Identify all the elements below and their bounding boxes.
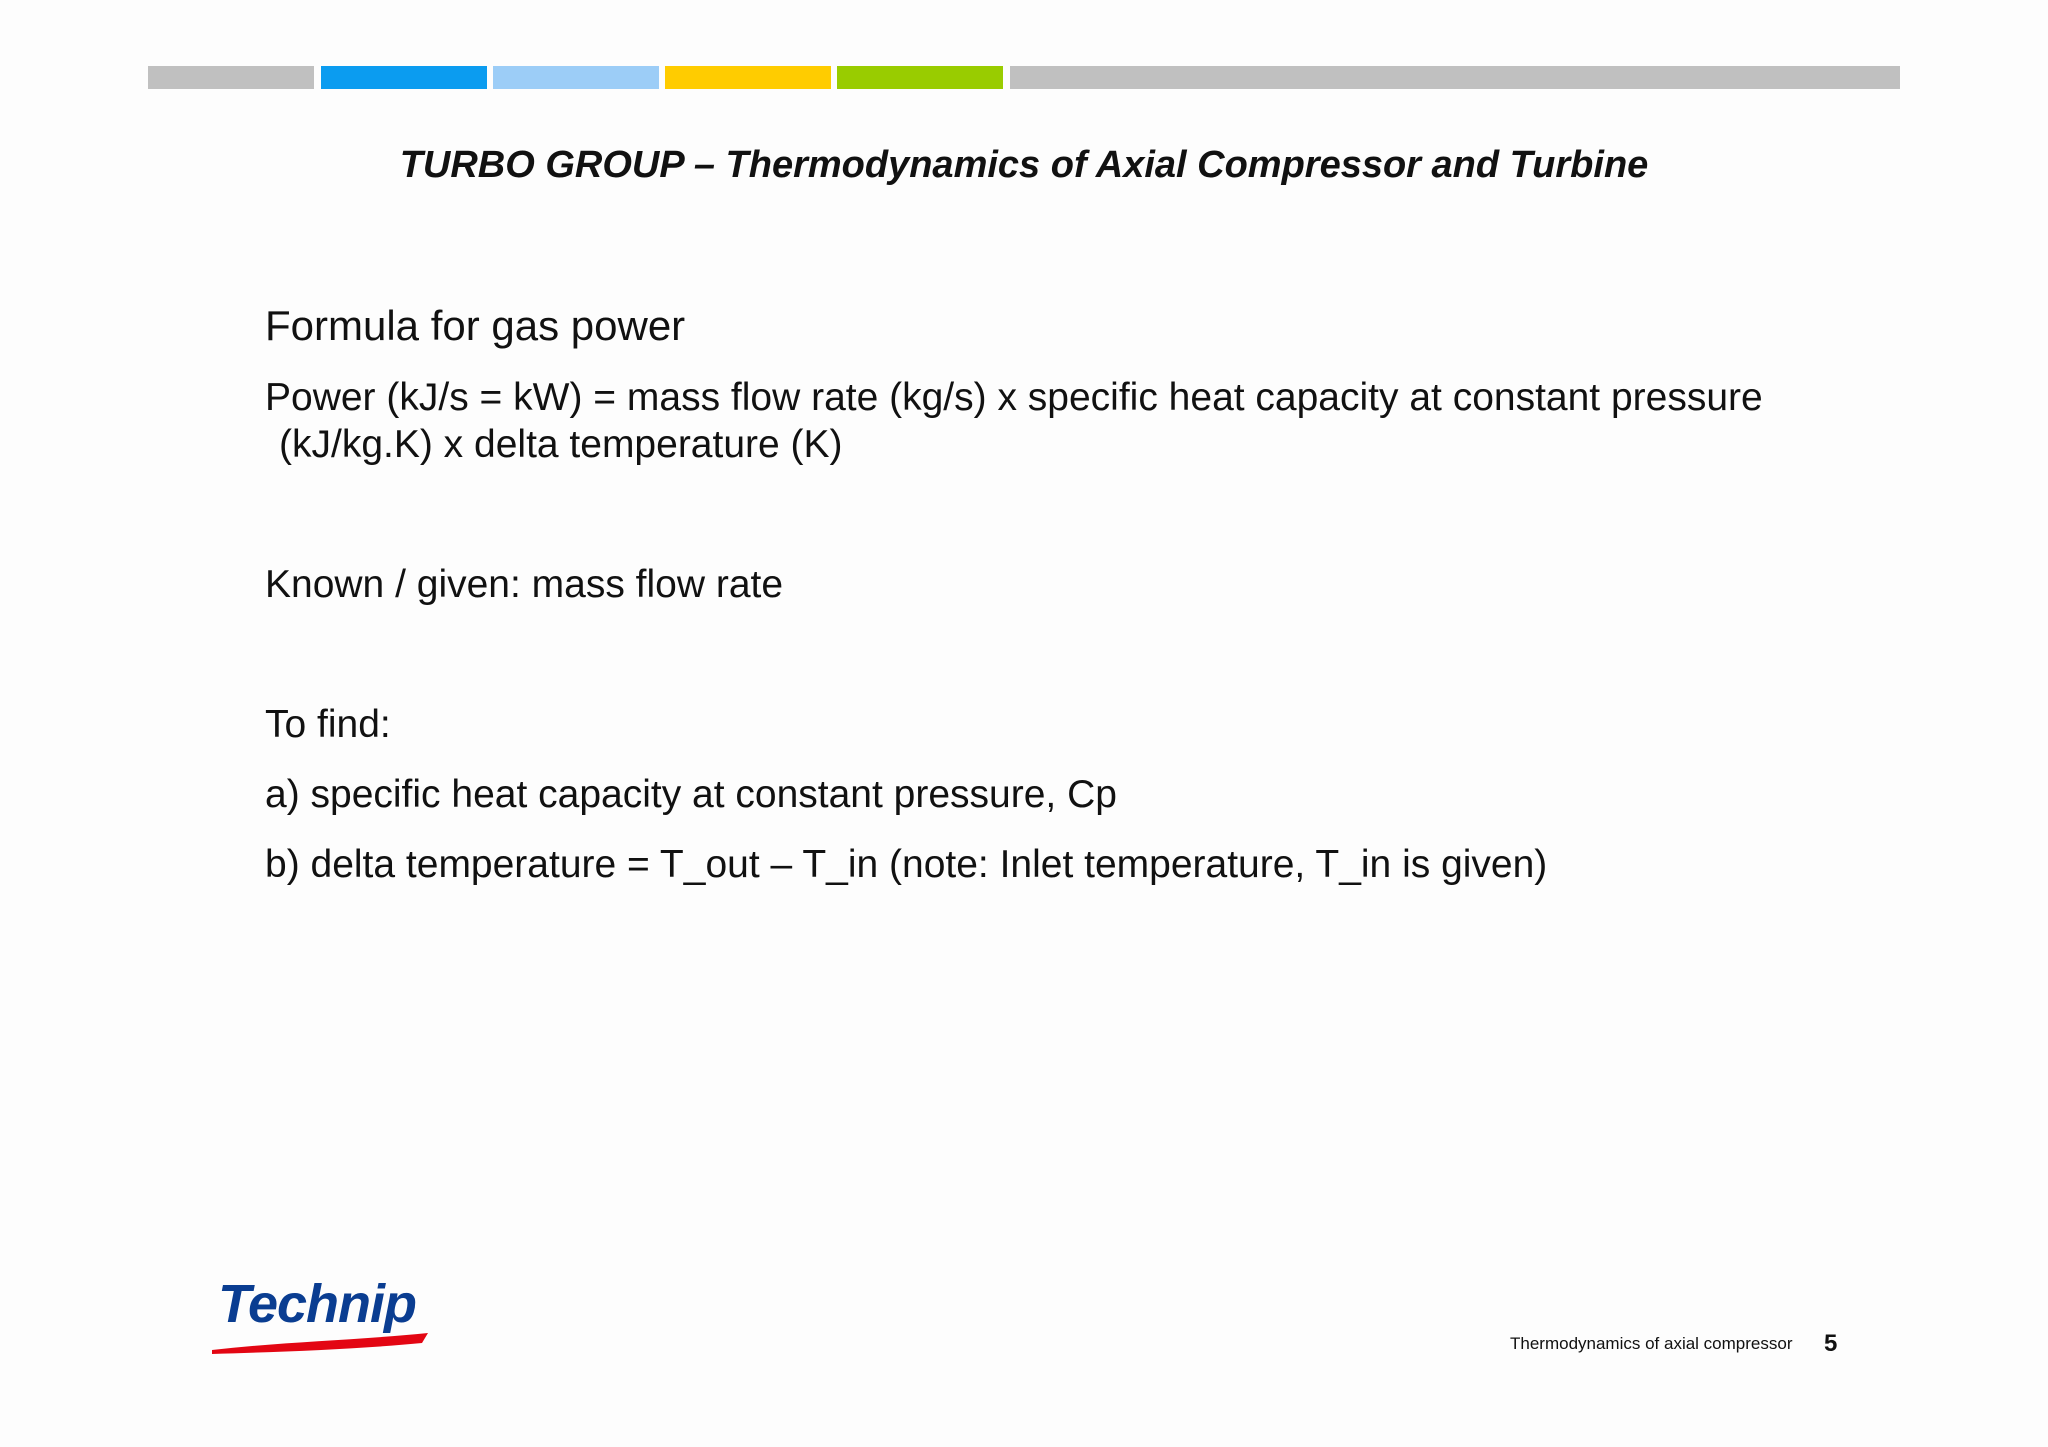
logo-text: Technip <box>218 1274 417 1334</box>
color-bar-green <box>837 66 1003 89</box>
color-bar-blue <box>321 66 487 89</box>
known-given: Known / given: mass flow rate <box>265 563 784 606</box>
color-bar-light-blue <box>493 66 659 89</box>
to-find-item-a: a) specific heat capacity at constant pressure, Cp <box>265 773 1117 816</box>
logo-swoosh <box>212 1333 428 1354</box>
footer-caption: Thermodynamics of axial compressor <box>1510 1334 1793 1353</box>
slide-title: TURBO GROUP – Thermodynamics of Axial Compressor and Turbine <box>399 144 1649 186</box>
formula-line-2: (kJ/kg.K) x delta temperature (K) <box>279 423 843 466</box>
technip-logo <box>210 1270 440 1355</box>
page-number: 5 <box>1824 1330 1838 1357</box>
color-bar-yellow <box>665 66 831 89</box>
to-find-label: To find: <box>265 703 391 746</box>
color-bar-gray-right <box>1010 66 1900 89</box>
to-find-item-b: b) delta temperature = T_out – T_in (note: Inlet temperature, T_in is given) <box>265 843 1548 886</box>
formula-line-1: Power (kJ/s = kW) = mass flow rate (kg/s) x specific heat capacity at constant pressure <box>265 376 1763 419</box>
color-bar-gray-left <box>148 66 314 89</box>
section-heading: Formula for gas power <box>265 302 686 349</box>
